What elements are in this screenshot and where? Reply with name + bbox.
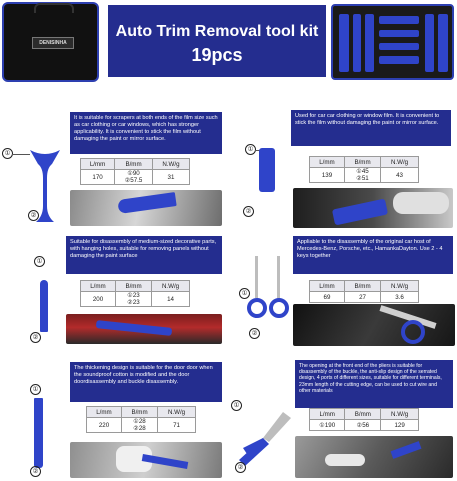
door-tool-icon	[34, 398, 43, 468]
pliers-icon	[233, 408, 295, 470]
marker-1: ①	[245, 144, 256, 155]
usage-photo	[293, 188, 453, 228]
marker-1: ①	[239, 288, 250, 299]
open-case-image	[331, 4, 454, 80]
desc-box: Appliable to the disassembly of the original car host of Mercedes-Benz, Porsche, etc., HamankaDayton. Use 2 - 4 keys together	[293, 236, 453, 274]
desc-box: Used for car car clothing or window film. It is convenient to stick the film without damaging the paint or mirror surface.	[291, 110, 451, 146]
flat-scraper-icon	[259, 148, 275, 192]
desc-box: The opening at the front end of the pliers is suitable for disassembly of the buckle, the anti-slip design of the serrated design, 4 ports of different sizes, suitable for different terminals, 23mm length of the cutting edge, can be used to cut wire and other materials	[295, 360, 453, 408]
spec-table: L/mm B/mm N.W/g ①190 ②56 129	[309, 408, 419, 431]
marker-2: ②	[243, 206, 254, 217]
spec-table: L/mm B/mm N.W/g 69 27 3.6	[309, 280, 419, 303]
section-scraper-2	[229, 108, 457, 230]
tool-bag-image	[2, 2, 99, 82]
marker-2: ②	[30, 466, 41, 477]
brand-logo: DENISINHA	[32, 37, 74, 49]
desc-box: Suitable for disassembly of medium-sized decorative parts, with hanging holes, suitable for removing panels without damaging the paint surface	[66, 236, 222, 274]
section-door-tool	[0, 358, 228, 481]
pry-tool-icon	[40, 280, 48, 332]
piece-count: 19pcs	[191, 45, 243, 65]
radio-key-icon	[247, 256, 291, 326]
marker-1: ①	[231, 400, 242, 411]
spec-table: L/mm B/mm N.W/g 139 ①45 ②51 43	[309, 156, 419, 183]
section-pry-tool	[0, 232, 228, 350]
spec-table: L/mm B/mm N.W/g 220 ①28 ②28 71	[86, 406, 196, 433]
title-banner	[108, 5, 326, 77]
marker-2: ②	[249, 328, 260, 339]
section-radio-keys	[229, 232, 457, 350]
spec-table: L/mm B/mm N.W/g 170 ①90 ②57.5 31	[80, 158, 190, 185]
marker-2: ②	[28, 210, 39, 221]
marker-1: ①	[2, 148, 13, 159]
marker-2: ②	[235, 462, 246, 473]
marker-2: ②	[30, 332, 41, 343]
usage-photo	[66, 314, 222, 344]
usage-photo	[293, 304, 455, 346]
marker-1: ①	[30, 384, 41, 395]
usage-photo	[70, 442, 222, 478]
desc-box: The thickening design is suitable for the door door when the soundproof cotton is modified and the door doordisassembly and buckle disassembly.	[70, 362, 222, 402]
spec-table: L/mm B/mm N.W/g 200 ①23 ②23 14	[80, 280, 190, 307]
desc-box: It is suitable for scrapers at both ends of the film size such as car clothing or car windows, which has stronger applicability. It is convenient to stick the film without damaging the paint or mirror surface.	[70, 112, 222, 154]
usage-photo	[295, 436, 453, 478]
page-title: Auto Trim Removal tool kit	[115, 23, 319, 40]
section-pliers	[229, 358, 457, 481]
marker-1: ①	[34, 256, 45, 267]
usage-photo	[70, 190, 222, 226]
bag-handle	[34, 3, 74, 13]
section-scraper-1	[0, 108, 228, 230]
